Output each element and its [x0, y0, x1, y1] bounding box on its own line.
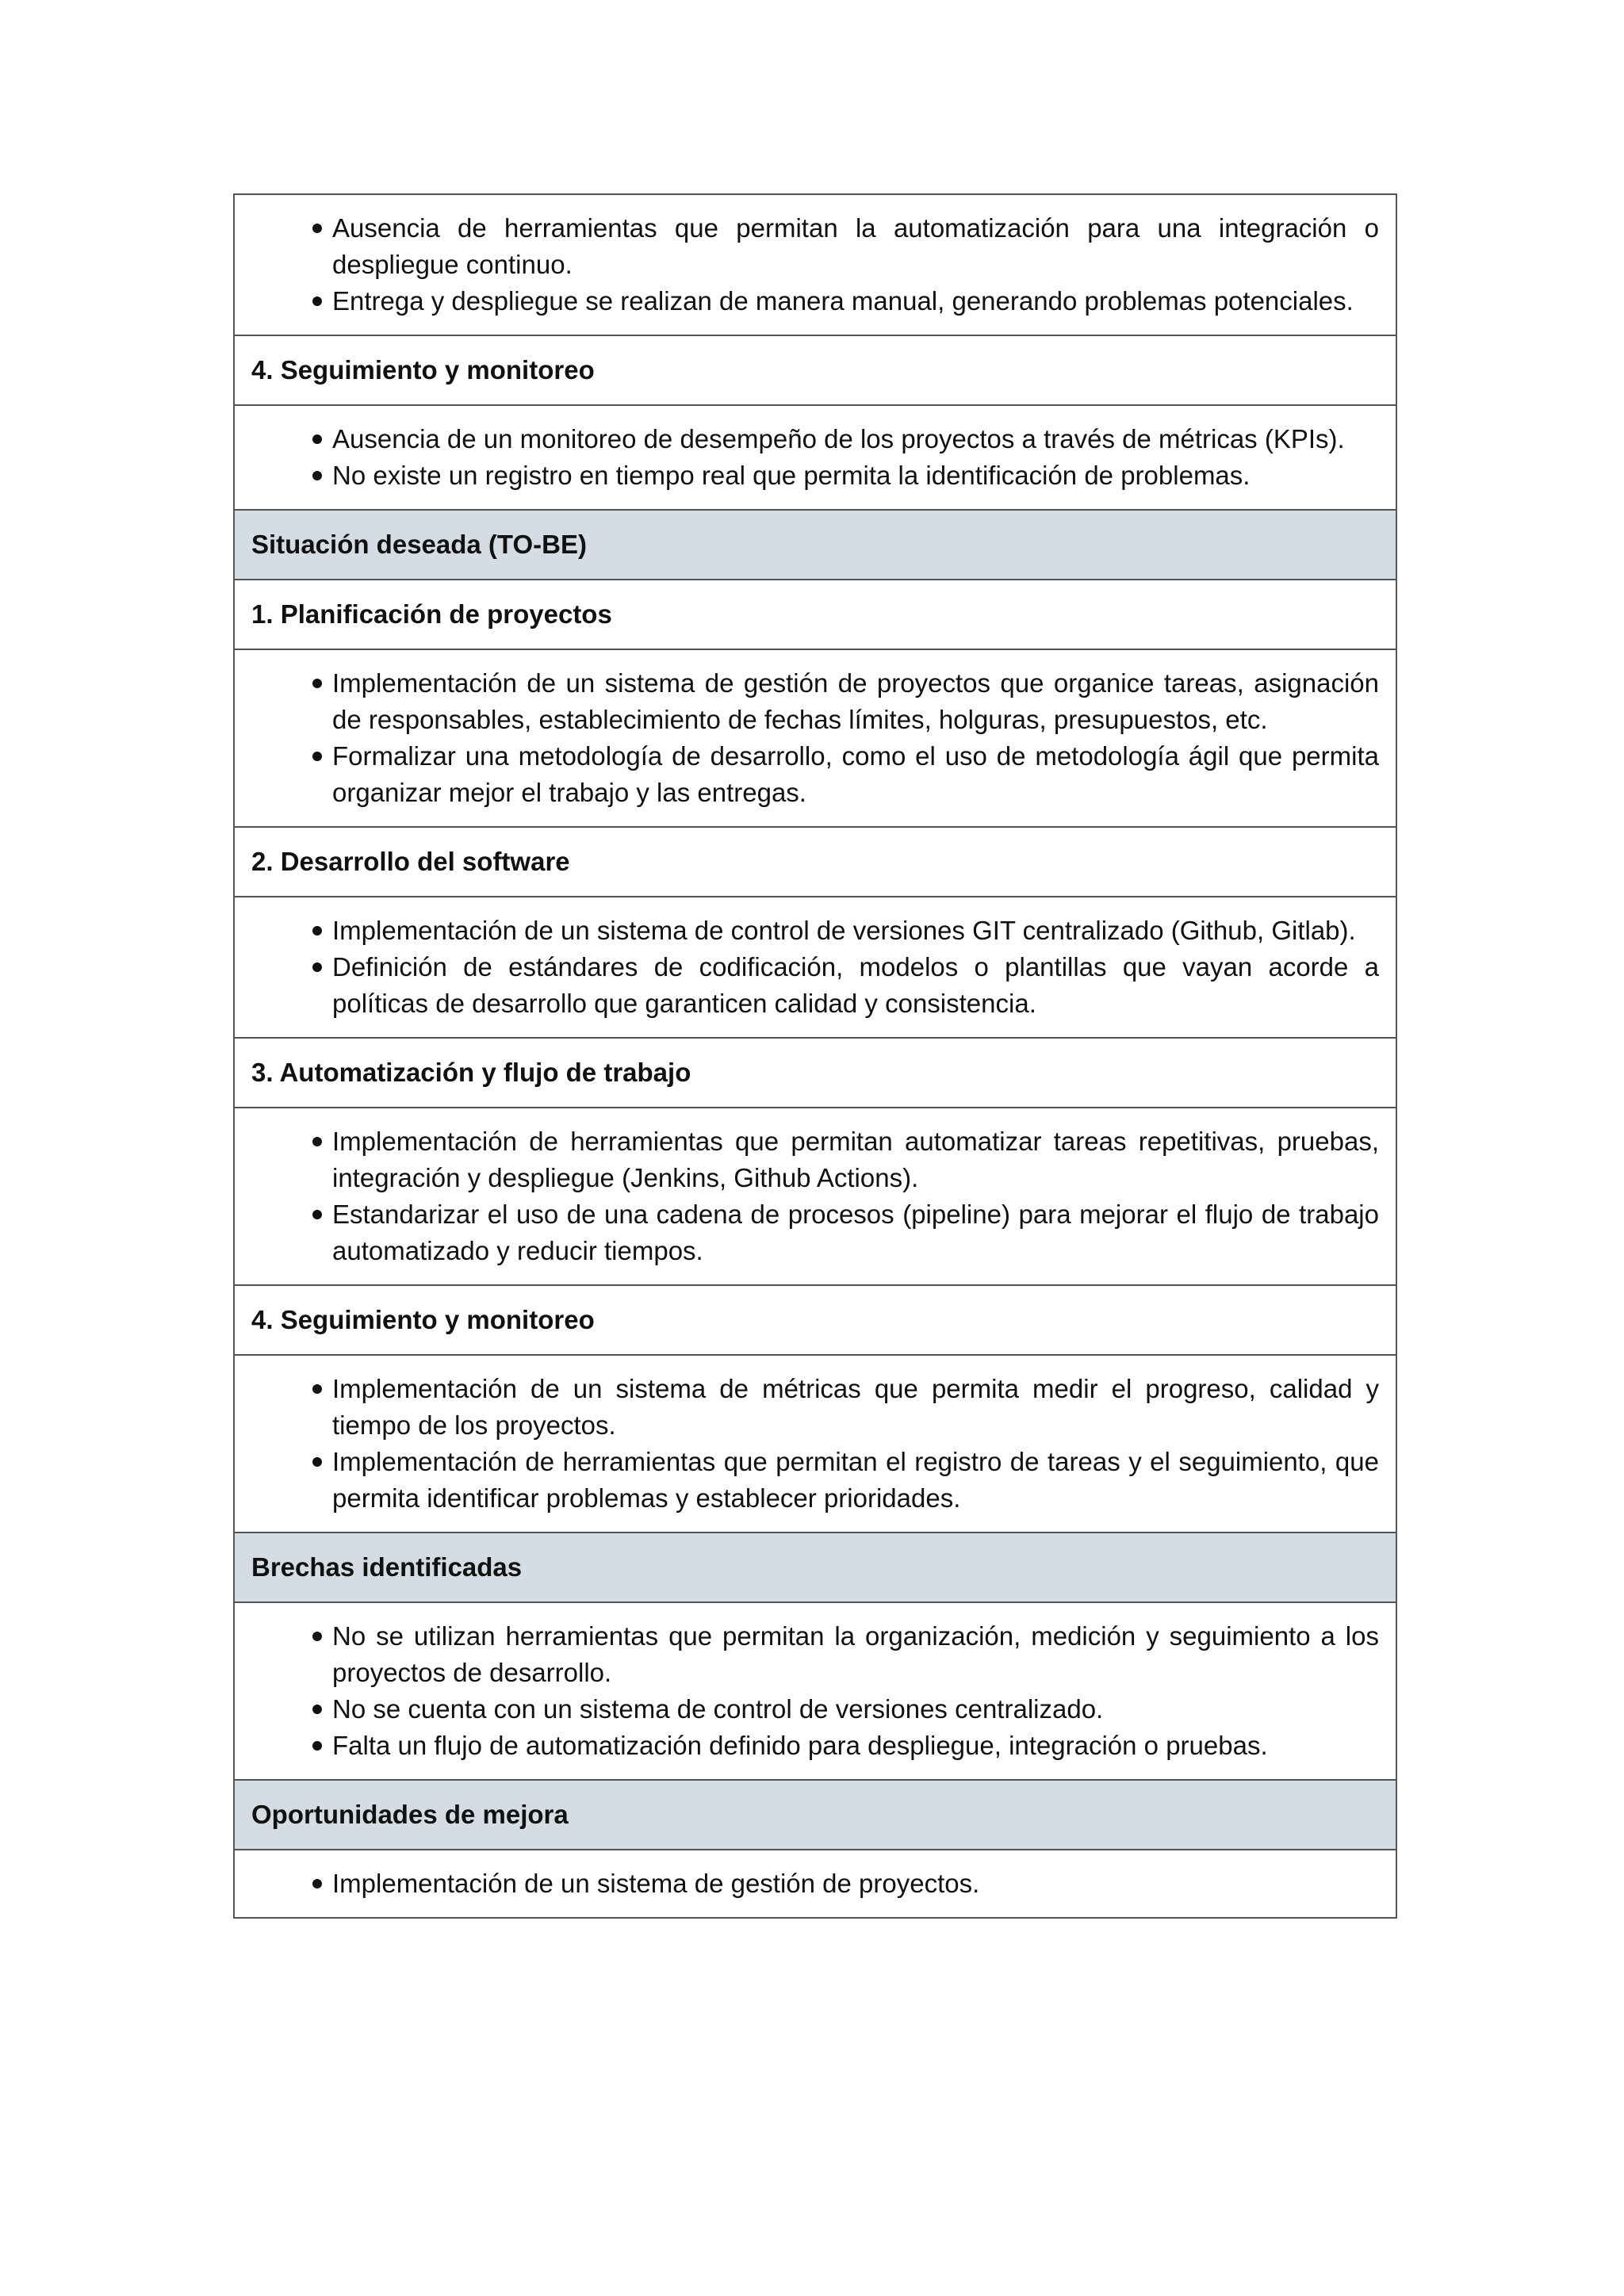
section-title: Brechas identificadas: [234, 1533, 1396, 1602]
section-heading: 3. Automatización y flujo de trabajo: [234, 1038, 1396, 1108]
bullet-list: [251, 1618, 1379, 1764]
section-heading: 1. Planificación de proyectos: [234, 580, 1396, 649]
table-row: [234, 1108, 1396, 1285]
list-item: Implementación de un sistema de control de versiones GIT centralizado (Github, Gitlab).: [251, 913, 1379, 949]
list-item: Falta un flujo de automatización definido para despliegue, integración o pruebas.: [251, 1728, 1379, 1764]
list-item: Implementación de herramientas que permitan el registro de tareas y el seguimiento, que permita identificar problemas y establecer prioridades.: [251, 1444, 1379, 1517]
table-row: [234, 580, 1396, 649]
section-title: Oportunidades de mejora: [234, 1780, 1396, 1850]
section-heading: 4. Seguimiento y monitoreo: [234, 335, 1396, 405]
section-heading: 2. Desarrollo del software: [234, 827, 1396, 897]
list-item: Entrega y despliegue se realizan de manera manual, generando problemas potenciales.: [251, 283, 1379, 320]
table-cell: [234, 1108, 1396, 1285]
table-row: [234, 827, 1396, 897]
list-item: Implementación de herramientas que permitan automatizar tareas repetitivas, pruebas, integración y despliegue (Jenkins, Github Actions).: [251, 1123, 1379, 1196]
table-row: [234, 1602, 1396, 1780]
table-cell: [234, 1850, 1396, 1918]
list-item: Ausencia de herramientas que permitan la automatización para una integración o despliegue continuo.: [251, 210, 1379, 283]
list-item: Estandarizar el uso de una cadena de procesos (pipeline) para mejorar el flujo de trabajo automatizado y reducir tiempos.: [251, 1196, 1379, 1269]
bullet-list: [251, 1866, 1379, 1902]
list-item: No se cuenta con un sistema de control de versiones centralizado.: [251, 1691, 1379, 1728]
list-item: Definición de estándares de codificación, modelos o plantillas que vayan acorde a políticas de desarrollo que garanticen calidad y consistencia.: [251, 949, 1379, 1022]
list-item: No existe un registro en tiempo real que permita la identificación de problemas.: [251, 457, 1379, 494]
list-item: Implementación de un sistema de gestión de proyectos.: [251, 1866, 1379, 1902]
table-row: [234, 405, 1396, 510]
table-cell: [234, 649, 1396, 827]
list-item: No se utilizan herramientas que permitan la organización, medición y seguimiento a los proyectos de desarrollo.: [251, 1618, 1379, 1691]
list-item: Implementación de un sistema de métricas que permita medir el progreso, calidad y tiempo de los proyectos.: [251, 1371, 1379, 1444]
table-row: [234, 1850, 1396, 1918]
list-item: Ausencia de un monitoreo de desempeño de los proyectos a través de métricas (KPIs).: [251, 421, 1379, 457]
section-heading: 4. Seguimiento y monitoreo: [234, 1285, 1396, 1355]
section-title: Situación deseada (TO-BE): [234, 510, 1396, 580]
table-cell: [234, 1602, 1396, 1780]
table-row: [234, 897, 1396, 1038]
table-row: [234, 1533, 1396, 1602]
table-row: [234, 649, 1396, 827]
table-row: [234, 1355, 1396, 1533]
bullet-list: [251, 421, 1379, 494]
table-row: [234, 510, 1396, 580]
table-cell: [234, 897, 1396, 1038]
bullet-list: [251, 665, 1379, 811]
list-item: Implementación de un sistema de gestión de proyectos que organice tareas, asignación de responsables, establecimiento de fechas límites, holguras, presupuestos, etc.: [251, 665, 1379, 738]
table-cell: [234, 405, 1396, 510]
table-row: [234, 335, 1396, 405]
list-item: Formalizar una metodología de desarrollo, como el uso de metodología ágil que permita organizar mejor el trabajo y las entregas.: [251, 738, 1379, 811]
bullet-list: [251, 210, 1379, 320]
table-row: [234, 1780, 1396, 1850]
bullet-list: [251, 913, 1379, 1022]
table-row: [234, 194, 1396, 335]
table-row: [234, 1285, 1396, 1355]
analysis-table: [233, 193, 1397, 1919]
table-cell: [234, 1355, 1396, 1533]
table-row: [234, 1038, 1396, 1108]
bullet-list: [251, 1371, 1379, 1517]
bullet-list: [251, 1123, 1379, 1269]
table-cell: [234, 194, 1396, 335]
